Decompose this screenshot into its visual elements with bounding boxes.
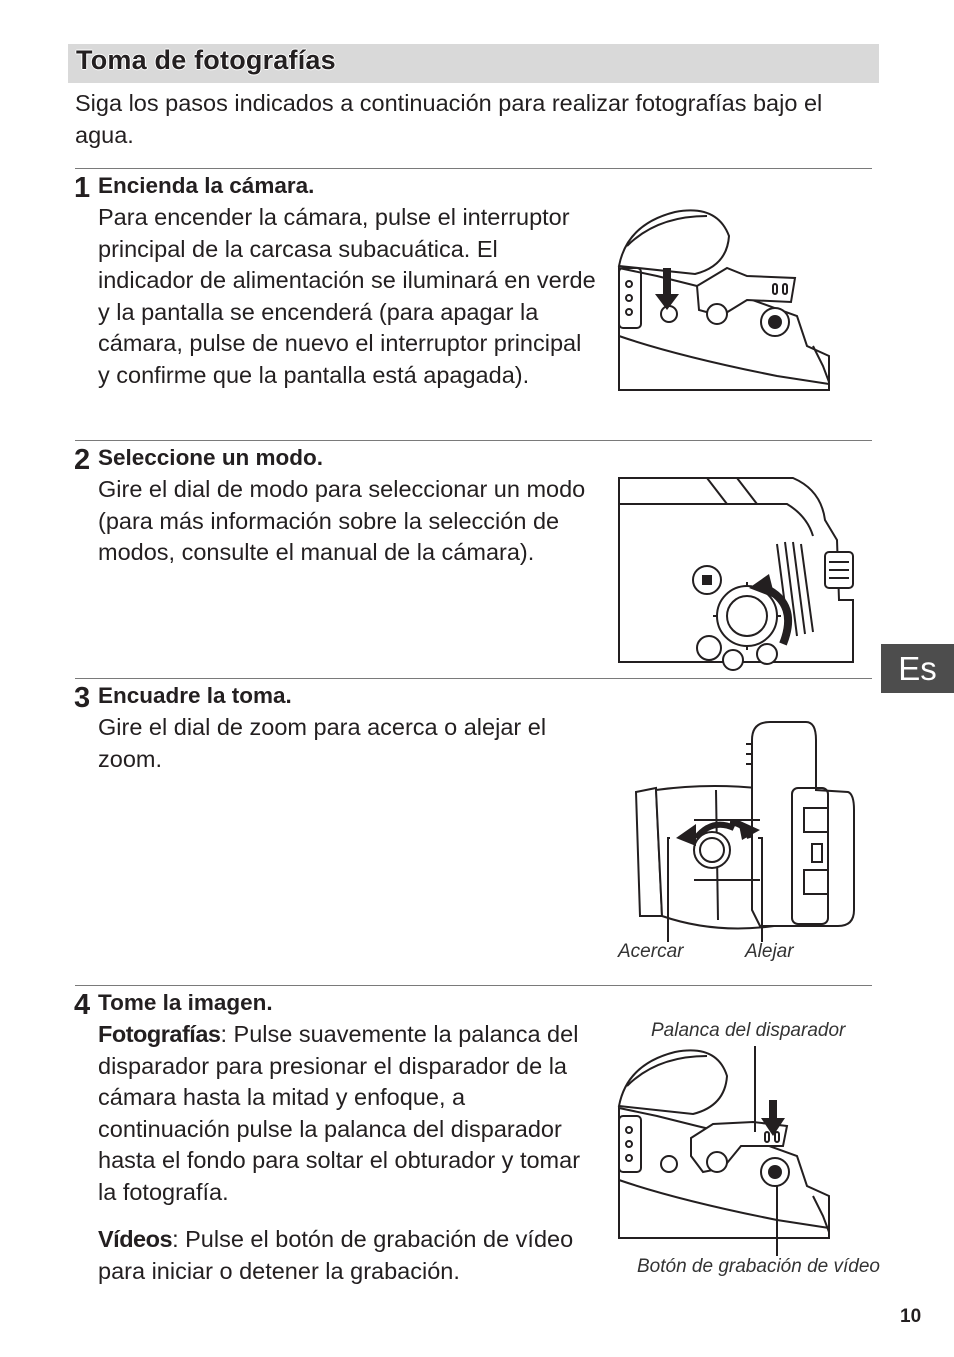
photos-text: : Pulse suavemente la palanca del disparador para presionar el disparador de la cámara hasta la mitad y enfoque, a continuación pulse la palanca del disparador hasta el fondo para soltar el obturador y tomar la fotografía. [98, 1021, 581, 1205]
camera-power-switch-illustration [617, 206, 833, 392]
video-label: Vídeos [98, 1226, 173, 1252]
video-text: : Pulse el botón de grabación de vídeo para iniciar o detener la grabación. [98, 1226, 574, 1284]
language-tab: Es [881, 644, 954, 693]
step-title: Seleccione un modo. [98, 445, 324, 470]
step-body: Para encender la cámara, pulse el interruptor principal de la carcasa subacuática. El indicador de alimentación se iluminará en verde y la pantalla se encenderá (para apagar la cámara, pulse de nuevo el interruptor principal y confirme que la pantalla está apagada). [98, 204, 596, 388]
step-title: Encuadre la toma. [98, 683, 292, 708]
shutter-lever-caption: Palanca del disparador [651, 1020, 846, 1041]
camera-shutter-illustration [617, 1046, 833, 1256]
zoom-in-caption: Acercar [618, 941, 684, 962]
intro-text: Siga los pasos indicados a continuación para realizar fotografías bajo el agua. [75, 90, 823, 148]
step-title: Tome la imagen. [98, 990, 273, 1015]
divider [75, 440, 872, 441]
photos-label: Fotografías [98, 1021, 221, 1047]
step-body: Gire el dial de zoom para acerca o alejar el zoom. [98, 714, 547, 772]
divider [75, 678, 872, 679]
photos-instruction [98, 1019, 590, 1208]
section-title: Toma de fotografías [76, 45, 336, 75]
step-number: 1 [74, 172, 91, 204]
step-number: 4 [74, 989, 91, 1021]
camera-zoom-dial-illustration [634, 720, 856, 942]
divider [75, 985, 872, 986]
page-number: 10 [900, 1306, 922, 1327]
zoom-out-caption: Alejar [745, 941, 794, 962]
divider [75, 168, 872, 169]
step-body: Gire el dial de modo para seleccionar un modo (para más información sobre la selección de modos, consulte el manual de la cámara). [98, 476, 586, 565]
step-number: 3 [74, 682, 91, 714]
video-button-caption: Botón de grabación de vídeo [637, 1256, 880, 1277]
step-title: Encienda la cámara. [98, 173, 315, 198]
step-number: 2 [74, 444, 91, 476]
video-instruction [98, 1224, 590, 1287]
camera-mode-dial-illustration [617, 476, 857, 664]
